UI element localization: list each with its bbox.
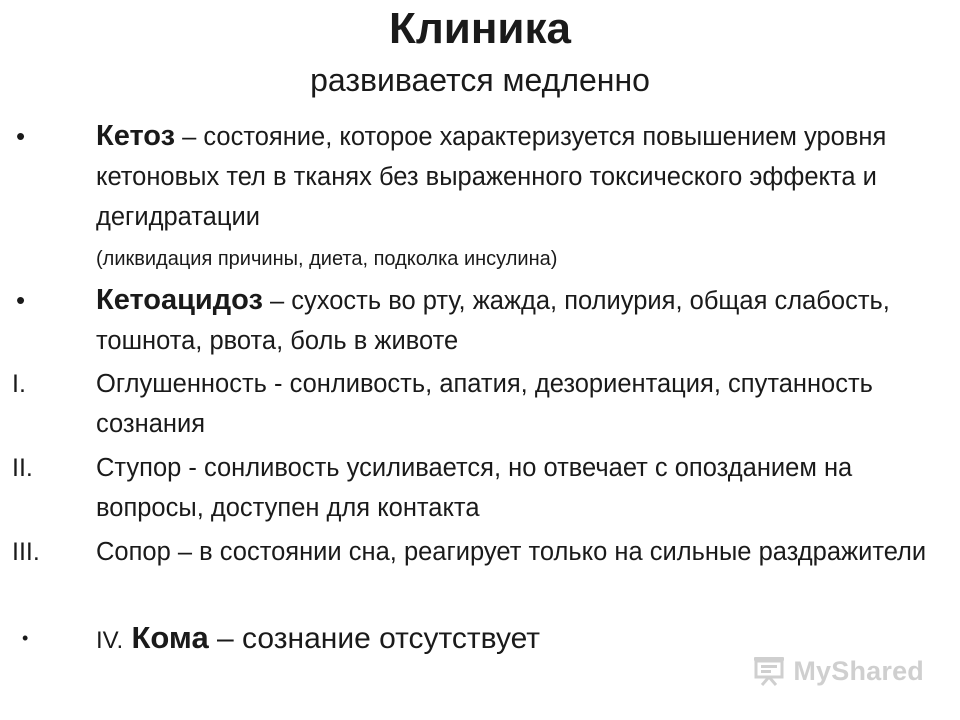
- term-ketoacidosis: Кетоацидоз: [96, 284, 263, 316]
- projector-screen-icon: [751, 655, 787, 687]
- item-text: – сознание отсутствует: [208, 622, 541, 655]
- slide-subtitle: развивается медленно: [310, 62, 650, 98]
- bullet-marker: •: [22, 628, 29, 648]
- roman-marker: II.: [12, 454, 33, 482]
- item-text: – состояние, которое характеризуется повышением уровня кетоновых тел в тканях без выраженного токсического эффекта и дегидратации: [96, 123, 887, 231]
- item-content: [96, 280, 936, 361]
- roman-marker: I.: [12, 370, 26, 398]
- term-ketosis: Кетоз: [96, 120, 176, 152]
- item-text: Сопор – в состоянии сна, реагирует только на сильные раздражители: [96, 538, 927, 566]
- watermark-text: MyShared: [793, 655, 924, 686]
- bullet-marker: •: [16, 121, 26, 151]
- item-content: [96, 116, 936, 277]
- watermark: [751, 654, 924, 688]
- roman-marker: III.: [12, 538, 40, 566]
- roman-marker: IV.: [96, 627, 124, 654]
- item-text: – сухость во рту, жажда, полиурия, общая слабость, тошнота, рвота, боль в животе: [96, 287, 890, 355]
- bullet-marker: •: [16, 285, 26, 315]
- slide-title: Клиника: [389, 4, 571, 53]
- item-text: Ступор - сонливость усиливается, но отвечает с опозданием на вопросы, доступен для контакта: [96, 454, 853, 522]
- item-note: (ликвидация причины, диета, подколка инсулина): [96, 248, 558, 270]
- item-text: Оглушенность - сонливость, апатия, дезориентация, спутанность сознания: [96, 370, 873, 438]
- term-coma: Кома: [131, 620, 209, 655]
